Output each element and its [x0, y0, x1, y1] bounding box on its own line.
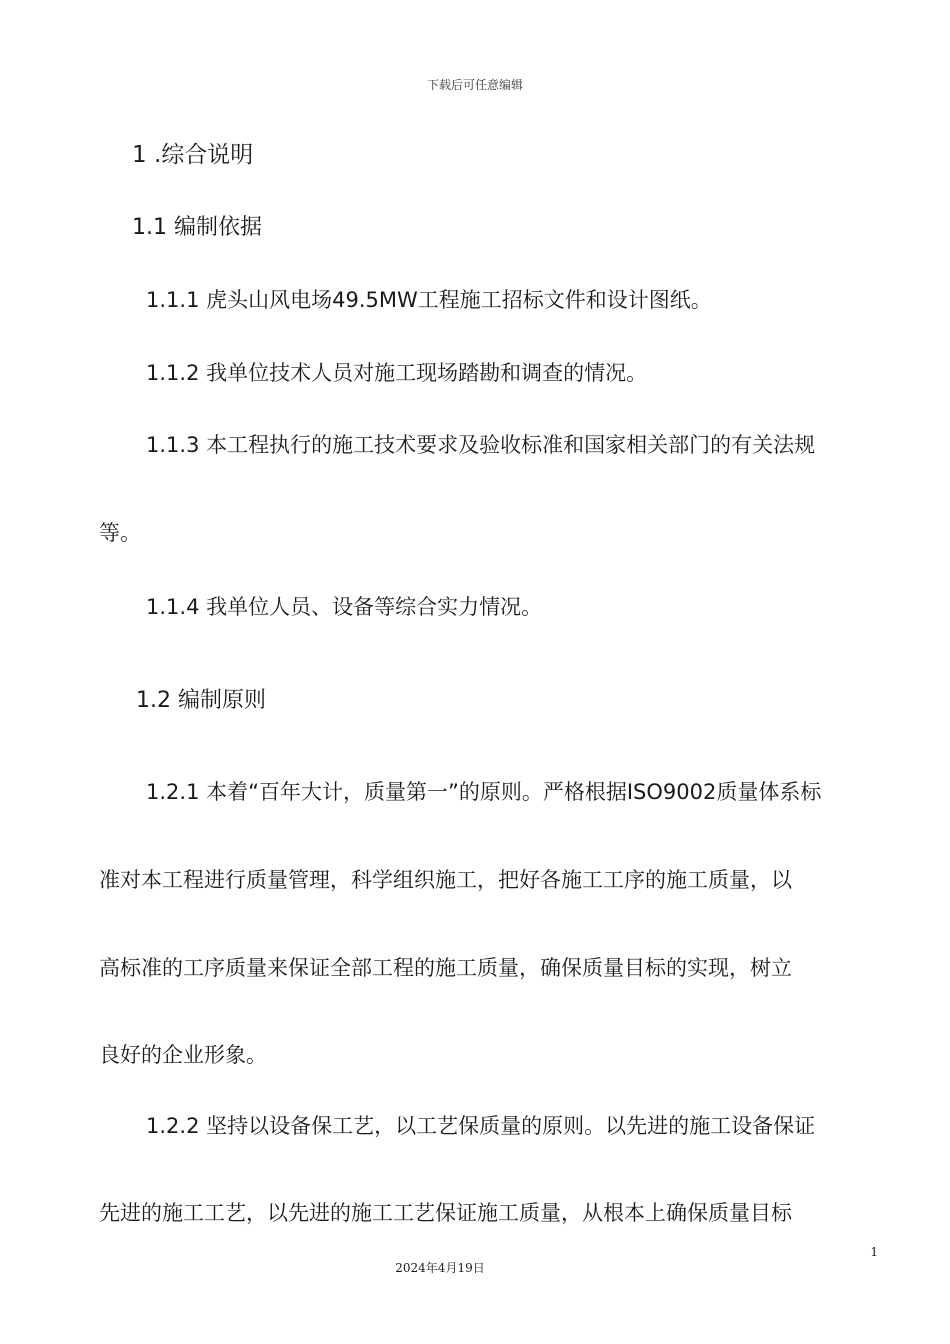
section-heading-1: 1 .综合说明 [132, 142, 254, 168]
footer-date: 2024年4月19日 [395, 1261, 485, 1275]
paragraph-line: 1.1.2 我单位技术人员对施工现场踏勘和调查的情况。 [146, 361, 648, 385]
paragraph-line: 1.1.1 虎头山风电场49.5MW工程施工招标文件和设计图纸。 [146, 288, 712, 312]
paragraph-line: 1.1.4 我单位人员、设备等综合实力情况。 [146, 595, 543, 619]
section-heading-1-1: 1.1 编制依据 [132, 215, 262, 240]
paragraph-line: 等。 [99, 521, 141, 545]
paragraph-line: 1.2.1 本着“百年大计，质量第一”的原则。严格根据ISO9002质量体系标 [146, 780, 822, 804]
paragraph-line: 先进的施工工艺，以先进的施工工艺保证施工质量，从根本上确保质量目标 [99, 1201, 792, 1225]
paragraph-line: 高标准的工序质量来保证全部工程的施工质量，确保质量目标的实现，树立 [99, 956, 792, 980]
page-number: 1 [870, 1245, 878, 1259]
page-header: 下载后可任意编辑 [426, 78, 523, 92]
paragraph-line: 准对本工程进行质量管理，科学组织施工，把好各施工工序的施工质量，以 [99, 868, 792, 892]
paragraph-line: 1.2.2 坚持以设备保工艺，以工艺保质量的原则。以先进的施工设备保证 [146, 1114, 816, 1138]
paragraph-line: 1.1.3 本工程执行的施工技术要求及验收标准和国家相关部门的有关法规 [146, 433, 816, 457]
section-heading-1-2: 1.2 编制原则 [136, 688, 266, 713]
paragraph-line: 良好的企业形象。 [99, 1043, 267, 1067]
